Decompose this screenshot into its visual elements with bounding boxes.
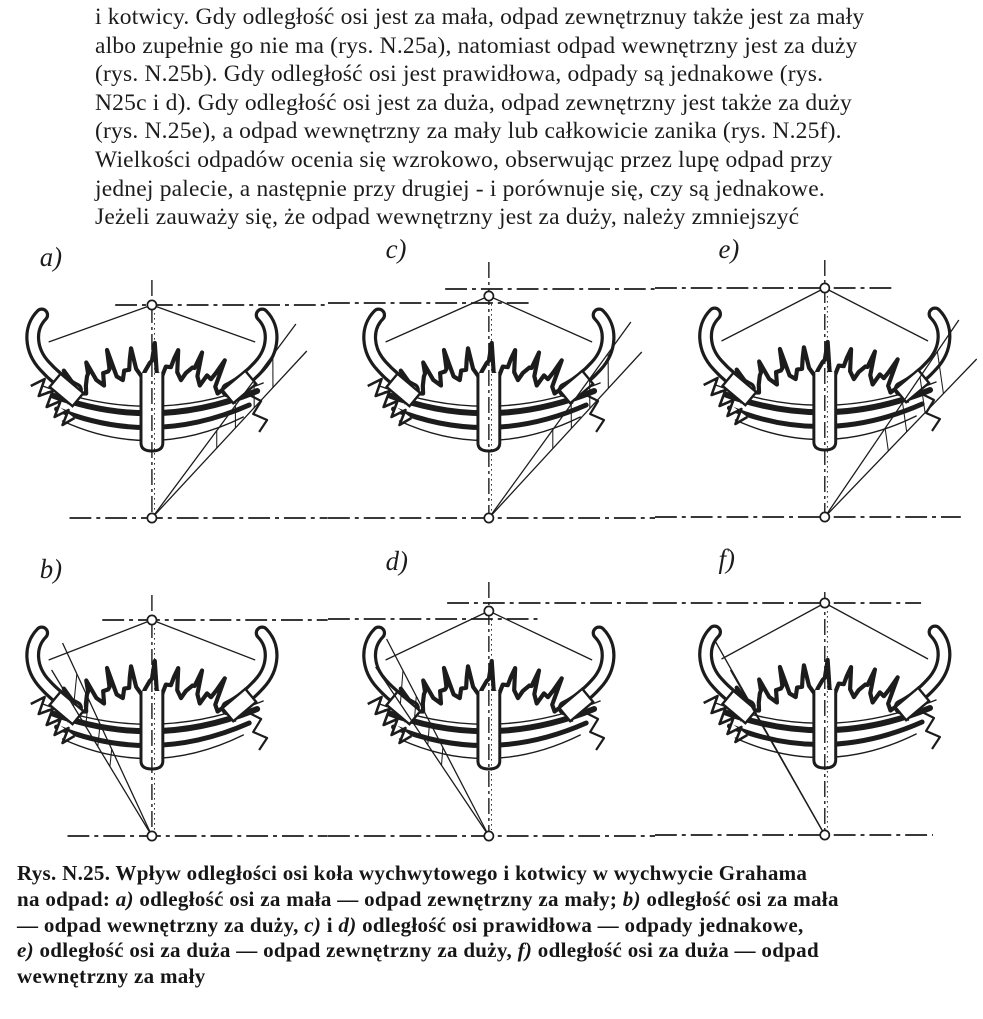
wheel-axis-circle: [147, 513, 156, 522]
escapement-diagram-e: [655, 230, 983, 540]
panel-label: c): [385, 233, 407, 265]
escapement-drawing: [328, 540, 656, 855]
figure-rys-n25: [0, 230, 983, 855]
caption-line: [17, 938, 965, 964]
caption-text: odległość osi prawidłowa — odpady jednakowe,: [356, 912, 804, 937]
figure-caption: [17, 861, 965, 990]
caption-text: odległość osi za mała — odpad zewnętrzny za mały;: [133, 886, 623, 911]
escapement-drawing: [655, 540, 983, 855]
caption-text: Wpływ odległości osi koła wychwytowego i kotwicy w wychwycie Grahama: [110, 861, 808, 885]
escapement-diagram-a: [0, 230, 328, 540]
caption-subfig-letter: f): [517, 938, 533, 963]
escapement-diagram-c: [328, 230, 656, 540]
caption-text: odległość osi za duża — odpad zewnętrzny za duży,: [33, 938, 518, 963]
intro-line: Jeżeli zauważy się, że odpad wewnętrzny jest za duży, należy zmniejszyć: [95, 204, 800, 231]
wheel-axis-circle: [821, 512, 830, 521]
intro-paragraph: [95, 3, 947, 232]
intro-line: jednej palecie, a następnie przy drugiej - i porównuje się, czy są jednakowe.: [95, 175, 825, 202]
intro-line: albo zupełnie go nie ma (rys. N.25a), natomiast odpad wewnętrzny jest za duży: [95, 32, 858, 59]
anchor-axis-circle: [484, 291, 493, 300]
caption-line: [17, 964, 965, 990]
drop-angle-lines: [489, 322, 642, 518]
caption-text: odległość osi za mała: [640, 886, 839, 911]
panel-label: a): [39, 241, 63, 273]
intro-line: (rys. N.25b). Gdy odległość osi jest prawidłowa, odpady są jednakowe (rys.: [95, 61, 824, 88]
anchor-axis-circle: [147, 300, 156, 309]
caption-subfig-letter: e): [17, 938, 34, 963]
caption-figure-number: Rys. N.25.: [17, 861, 111, 885]
escapement-diagram-b: [0, 540, 328, 855]
intro-line: (rys. N.25e), a odpad wewnętrzny za mały lub całkowicie zanika (rys. N.25f).: [95, 118, 842, 145]
escapement-drawing: [655, 230, 983, 540]
panel-label: d): [385, 545, 408, 577]
caption-text: i: [321, 912, 339, 937]
escapement-diagram-d: [328, 540, 656, 855]
drop-angle-lines: [825, 320, 977, 517]
wheel-axis-circle: [821, 830, 830, 839]
intro-line: Wielkości odpadów ocenia się wzrokowo, obserwując przez lupę odpad przy: [95, 146, 833, 173]
caption-text: na odpad:: [17, 886, 116, 911]
intro-line: N25c i d). Gdy odległość osi jest za duża, odpad zewnętrzny jest także za duży: [95, 89, 852, 116]
caption-subfig-letter: c): [304, 912, 322, 937]
wheel-stem: [141, 373, 163, 451]
wheel-axis-circle: [484, 513, 493, 522]
anchor-axis-circle: [484, 606, 493, 615]
caption-line: [17, 861, 965, 887]
caption-subfig-letter: d): [338, 912, 357, 937]
anchor-axis-circle: [821, 283, 830, 292]
anchor-axis-circle: [147, 615, 156, 624]
escapement-diagram-f: [655, 540, 983, 855]
caption-line: [17, 887, 965, 913]
panel-label: b): [39, 553, 63, 585]
caption-text: odległość osi za duża — odpad: [532, 938, 819, 963]
caption-text: — odpad wewnętrzny za duży,: [17, 912, 305, 937]
caption-line: [17, 913, 965, 939]
escapement-drawing: [328, 230, 656, 540]
drop-angle-lines: [715, 640, 825, 835]
panel-label: f): [718, 543, 736, 575]
escapement-drawing: [0, 540, 328, 855]
escapement-drawing: [0, 230, 328, 540]
wheel-axis-circle: [484, 831, 493, 840]
wheel-axis-circle: [147, 831, 156, 840]
intro-line: i kotwicy. Gdy odległość osi jest za mała, odpad zewnętrznuy także jest za mały: [95, 4, 865, 30]
caption-text: wewnętrzny za mały: [17, 964, 206, 989]
panel-label: e): [718, 233, 740, 265]
caption-subfig-letter: b): [622, 886, 641, 911]
anchor-axis-circle: [821, 598, 830, 607]
caption-subfig-letter: a): [115, 886, 134, 911]
